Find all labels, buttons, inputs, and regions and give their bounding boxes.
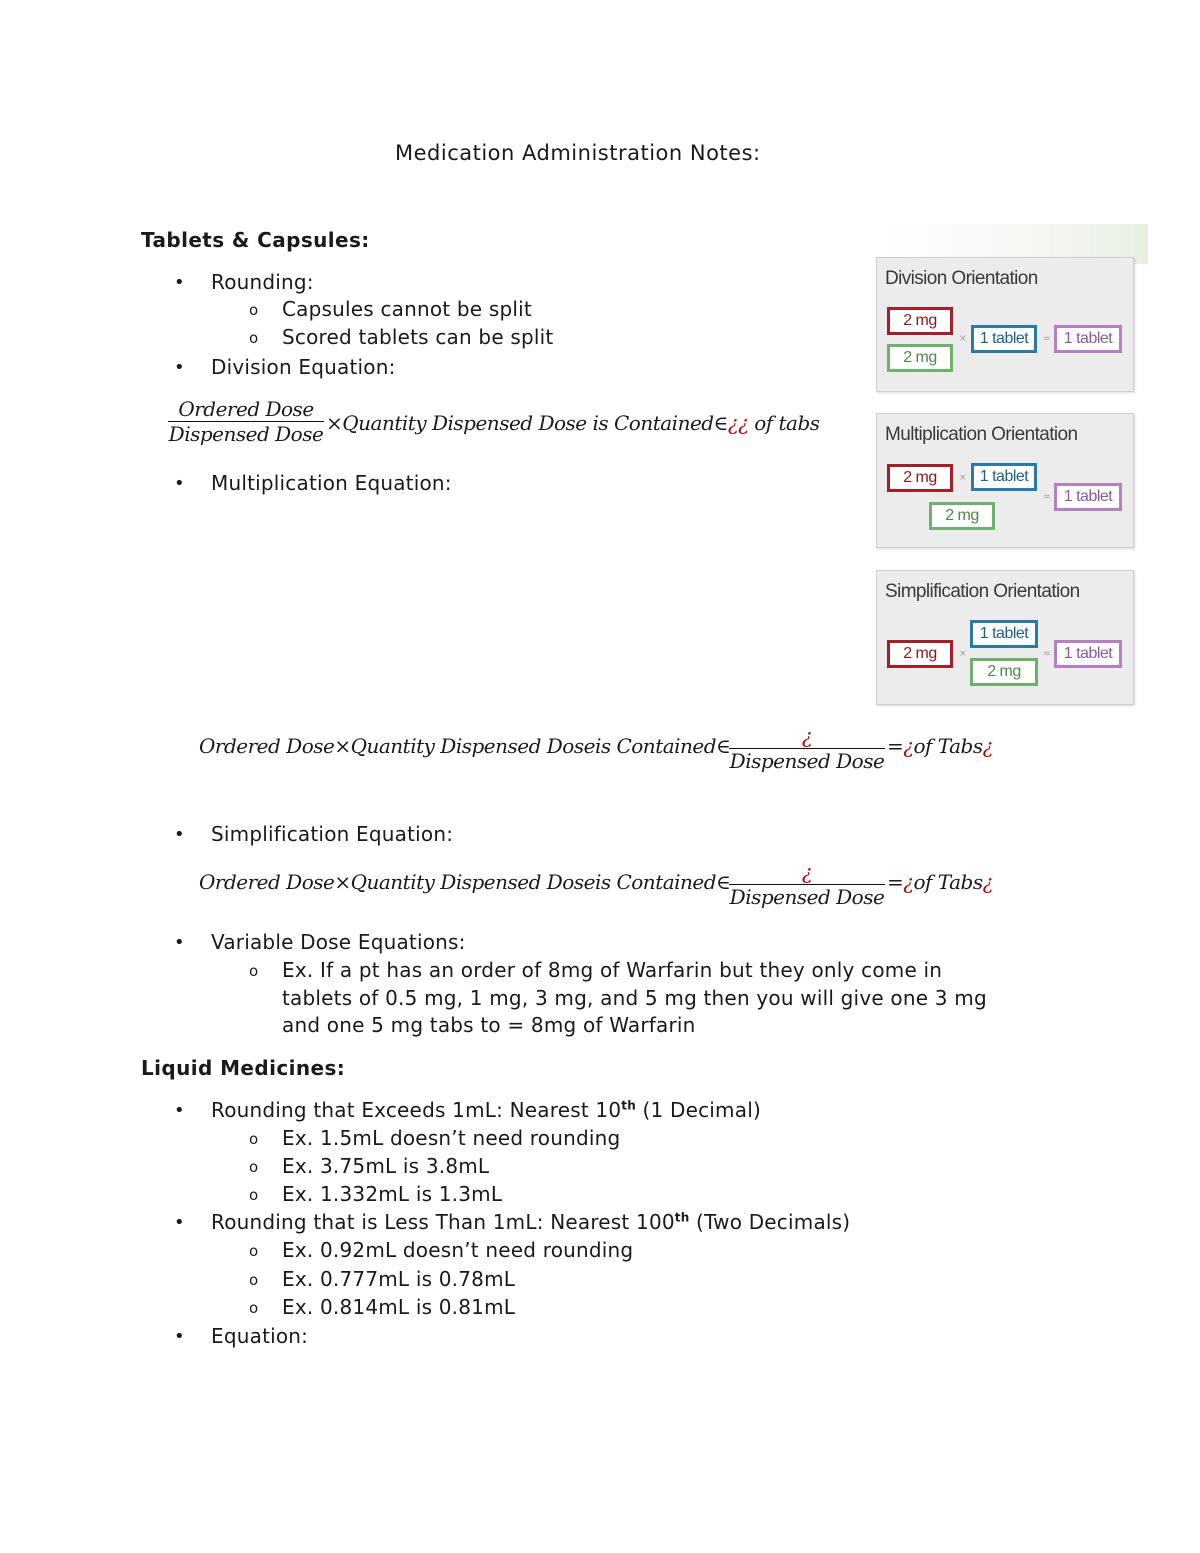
bullet-icon: •	[174, 1212, 185, 1233]
unknown-marker: ¿	[903, 870, 914, 894]
list-item: Ex. 3.75mL is 3.8mL	[282, 1154, 490, 1178]
list-item: Ex. 0.777mL is 0.78mL	[282, 1267, 516, 1291]
bullet-icon: •	[174, 824, 185, 845]
circle-bullet-icon: o	[249, 1130, 259, 1148]
panel-title: Simplification Orientation	[885, 581, 1080, 602]
simplification-equation-label: Simplification Equation:	[211, 822, 454, 846]
equation-label: Equation:	[211, 1324, 309, 1348]
dose-box: 2 mg	[970, 658, 1038, 686]
division-orientation-panel	[876, 257, 1134, 392]
dose-box: 2 mg	[887, 307, 953, 335]
times-symbol: ×	[959, 473, 967, 483]
ordinal-suffix: th	[621, 1098, 636, 1113]
panel-title: Multiplication Orientation	[885, 424, 1078, 445]
panel-title: Division Orientation	[885, 268, 1038, 289]
multiplication-fraction	[729, 724, 885, 773]
multiplication-equation-result	[887, 734, 993, 758]
rounding-less-label	[211, 1210, 850, 1234]
multiplication-equation-lead: Ordered Dose×Quantity Dispensed Doseis Contained∈	[199, 734, 731, 758]
tablet-box: 1 tablet	[971, 325, 1037, 353]
times-symbol: ×	[326, 411, 343, 435]
bullet-icon: •	[174, 1326, 185, 1347]
dose-box: 2 mg	[887, 344, 953, 372]
simplification-equation-result	[887, 870, 993, 894]
circle-bullet-icon: o	[249, 1271, 259, 1289]
circle-bullet-icon: o	[249, 301, 259, 319]
variable-example-line: Ex. If a pt has an order of 8mg of Warfarin but they only come in	[282, 958, 943, 982]
circle-bullet-icon: o	[249, 962, 259, 980]
section-heading-liquid: Liquid Medicines:	[141, 1056, 346, 1080]
dose-box: 2 mg	[887, 464, 953, 492]
variable-example-line: tablets of 0.5 mg, 1 mg, 3 mg, and 5 mg then you will give one 3 mg	[282, 986, 987, 1010]
multiplication-orientation-panel	[876, 413, 1134, 548]
bullet-icon: •	[174, 473, 185, 494]
fraction-denominator: Dispensed Dose	[729, 885, 885, 909]
unknown-marker: ¿¿	[727, 411, 749, 435]
tablet-box: 1 tablet	[1054, 640, 1122, 668]
circle-bullet-icon: o	[249, 1299, 259, 1317]
fraction-numerator: ¿	[801, 860, 813, 884]
division-equation-rest	[326, 411, 820, 435]
list-item: Ex. 0.814mL is 0.81mL	[282, 1295, 516, 1319]
unknown-marker: ¿	[903, 734, 914, 758]
bullet-icon: •	[174, 932, 185, 953]
equals-symbol: =	[1043, 492, 1051, 502]
circle-bullet-icon: o	[249, 1242, 259, 1260]
bullet-icon: •	[174, 357, 185, 378]
list-item: Ex. 0.92mL doesn’t need rounding	[282, 1238, 634, 1262]
division-fraction	[168, 397, 324, 446]
times-symbol: ×	[959, 334, 967, 344]
circle-bullet-icon: o	[249, 329, 259, 347]
tablet-box: 1 tablet	[1054, 325, 1122, 353]
unknown-marker: ¿	[982, 734, 993, 758]
list-item: Ex. 1.332mL is 1.3mL	[282, 1182, 503, 1206]
simplification-equation-lead: Ordered Dose×Quantity Dispensed Doseis Contained∈	[199, 870, 731, 894]
equals-symbol: =	[887, 734, 904, 758]
bullet-icon: •	[174, 1100, 185, 1121]
label-text: Rounding that Exceeds 1mL: Nearest 10	[211, 1098, 622, 1122]
dose-box: 2 mg	[929, 502, 995, 530]
dose-box: 2 mg	[887, 640, 953, 668]
page-title: Medication Administration Notes:	[395, 141, 761, 165]
fraction-denominator: Dispensed Dose	[168, 422, 324, 446]
simplification-orientation-panel	[876, 570, 1134, 705]
equation-tail: of Tabs	[913, 734, 983, 758]
list-item: Ex. 1.5mL doesn’t need rounding	[282, 1126, 621, 1150]
equals-symbol: =	[1043, 649, 1051, 659]
tablet-box: 1 tablet	[971, 463, 1037, 491]
multiplication-equation-label: Multiplication Equation:	[211, 471, 452, 495]
equals-symbol: =	[1043, 334, 1051, 344]
list-item: Scored tablets can be split	[282, 325, 554, 349]
equation-tail: of tabs	[754, 411, 820, 435]
label-text: Rounding that is Less Than 1mL: Nearest 100	[211, 1210, 675, 1234]
ordinal-suffix: th	[674, 1210, 690, 1225]
simplification-fraction	[729, 860, 885, 909]
list-item: Capsules cannot be split	[282, 297, 532, 321]
fraction-numerator: ¿	[801, 724, 813, 748]
tablet-box: 1 tablet	[970, 620, 1038, 648]
section-heading-tablets: Tablets & Capsules:	[141, 228, 370, 252]
circle-bullet-icon: o	[249, 1186, 259, 1204]
bullet-icon: •	[174, 272, 185, 293]
fraction-numerator: Ordered Dose	[178, 397, 314, 421]
equals-symbol: =	[887, 870, 904, 894]
circle-bullet-icon: o	[249, 1158, 259, 1176]
label-text: (1 Decimal)	[635, 1098, 761, 1122]
division-equation-label: Division Equation:	[211, 355, 396, 379]
variable-dose-label: Variable Dose Equations:	[211, 930, 466, 954]
label-text: (Two Decimals)	[689, 1210, 851, 1234]
rounding-exceeds-label	[211, 1098, 761, 1122]
tablet-box: 1 tablet	[1054, 483, 1122, 511]
unknown-marker: ¿	[982, 870, 993, 894]
variable-example-line: and one 5 mg tabs to = 8mg of Warfarin	[282, 1013, 696, 1037]
fraction-denominator: Dispensed Dose	[729, 749, 885, 773]
times-symbol: ×	[959, 649, 967, 659]
rounding-label: Rounding:	[211, 270, 314, 294]
equation-text: Quantity Dispensed Dose is Contained∈	[342, 411, 728, 435]
equation-tail: of Tabs	[913, 870, 983, 894]
